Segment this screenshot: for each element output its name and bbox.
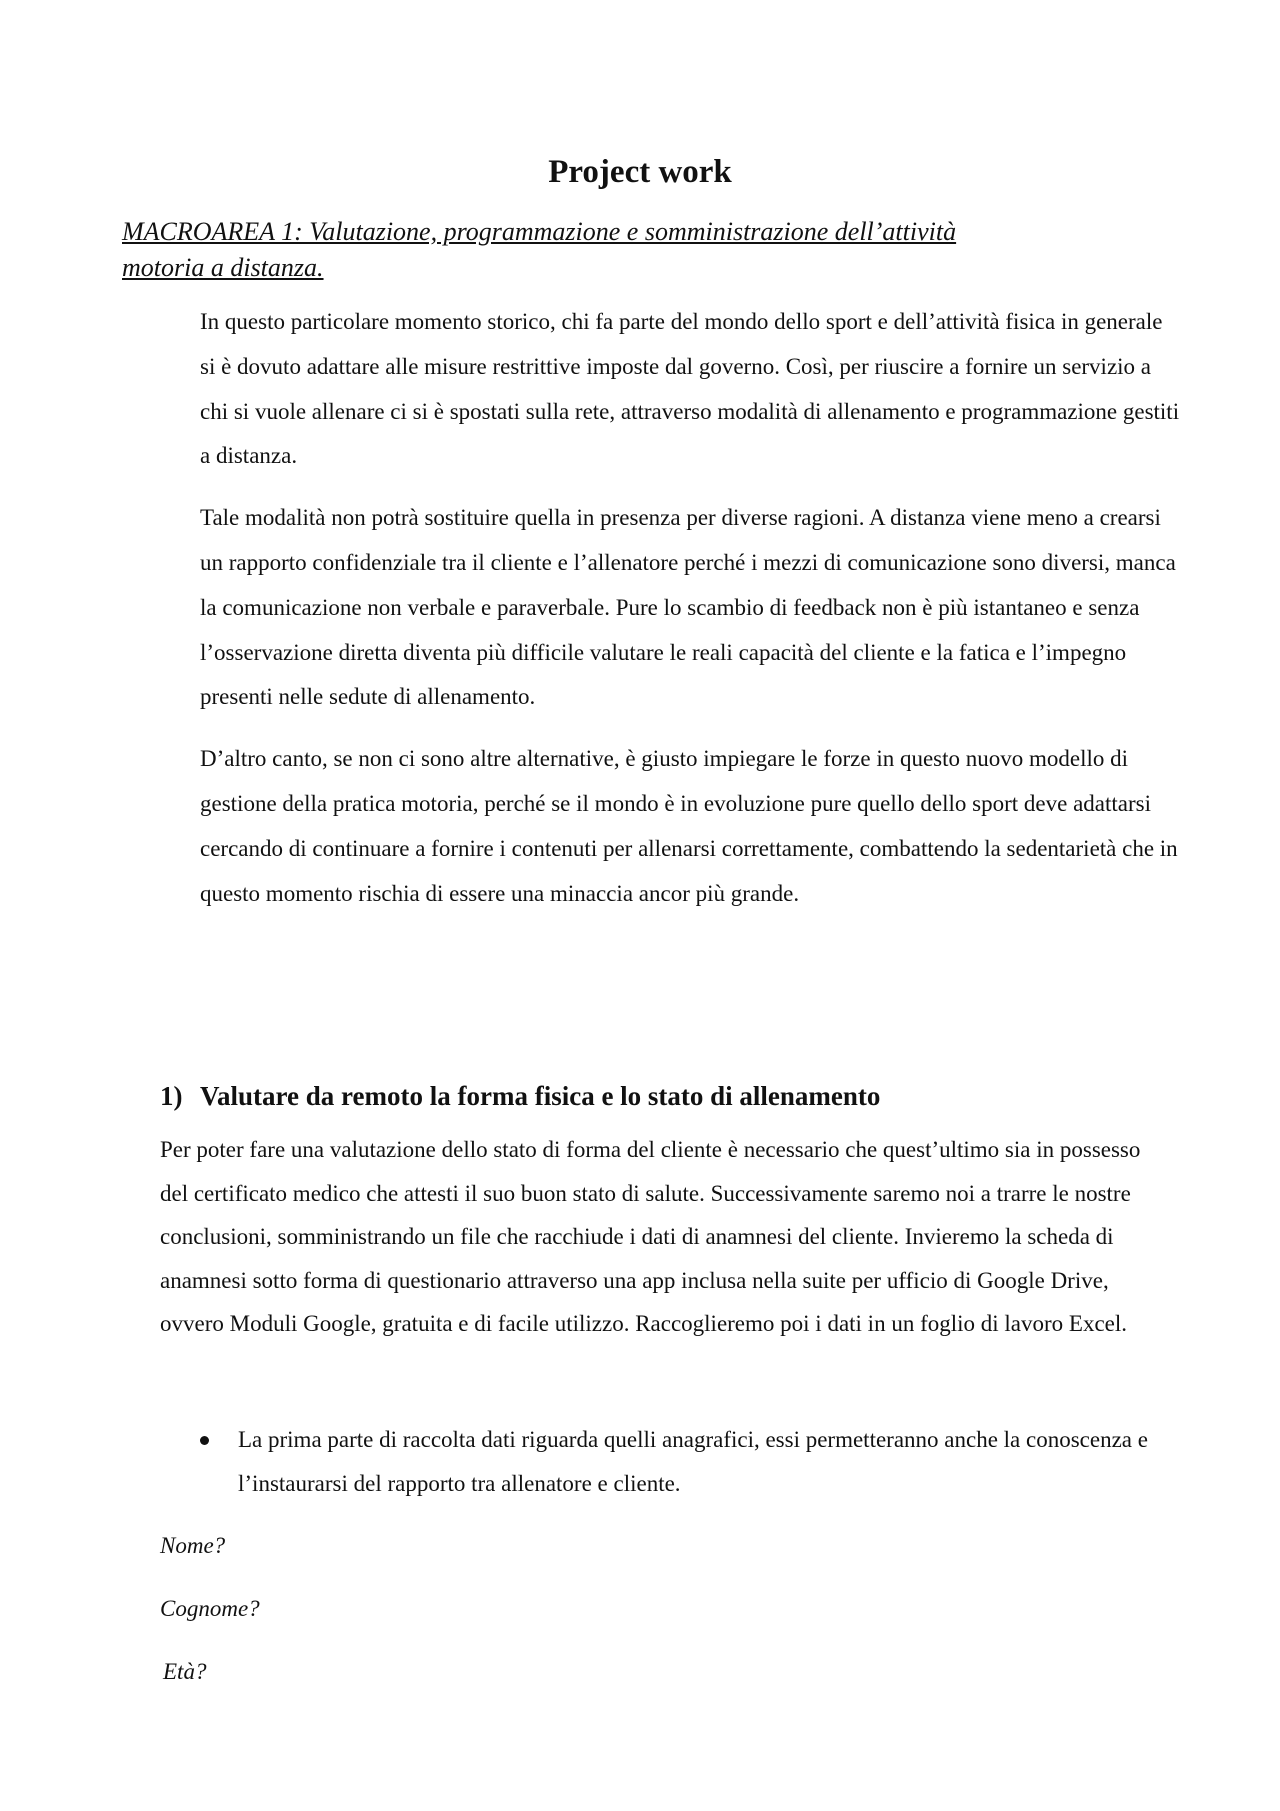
- section-1-number: 1): [160, 1081, 183, 1111]
- list-item: [160, 1418, 1160, 1506]
- section-1-title: Valutare da remoto la forma fisica e lo stato di allenamento: [200, 1081, 881, 1111]
- section-1-heading: [160, 1078, 880, 1114]
- question-nome: Nome?: [160, 1533, 226, 1558]
- intro-paragraph-3: D’altro canto, se non ci sono altre alternative, è giusto impiegare le forze in questo nuovo modello di gestione della pratica motoria, perché se il mondo è in evoluzione pure quello dello sport deve adattarsi cercando di continuare a fornire i contenuti per allenarsi correttamente, combattendo la sedentarietà che in questo momento rischia di essere una minaccia ancor più grande.: [200, 746, 1178, 906]
- macroarea-heading-line2: motoria a distanza.: [122, 253, 324, 282]
- bullet-icon: [200, 1436, 209, 1445]
- intro-paragraph-1: In questo particolare momento storico, chi fa parte del mondo dello sport e dell’attività fisica in generale si è dovuto adattare alle misure restrittive imposte dal governo. Così, per riuscire a fornire un servizio a chi si vuole allenare ci si è spostati sulla rete, attraverso modalità di allenamento e programmazione gestiti a distanza.: [200, 309, 1180, 469]
- section-1-body: Per poter fare una valutazione dello stato di forma del cliente è necessario che quest’ultimo sia in possesso del certificato medico che attesti il suo buon stato di salute. Successivamente saremo noi a trarre le nostre conclusioni, somministrando un file che racchiude i dati di anamnesi del cliente. Invieremo la scheda di anamnesi sotto forma di questionario attraverso una app inclusa nella suite per ufficio di Google Drive, ovvero Moduli Google, gratuita e di facile utilizzo. Raccoglieremo poi i dati in un foglio di lavoro Excel.: [160, 1137, 1141, 1337]
- list-item-text: La prima parte di raccolta dati riguarda quelli anagrafici, essi permetteranno anche la conoscenza e l’instaurarsi del rapporto tra allenatore e cliente.: [238, 1427, 1148, 1496]
- macroarea-heading: [122, 214, 1122, 286]
- macroarea-heading-line1: MACROAREA 1: Valutazione, programmazione e somministrazione dell’attività: [122, 217, 957, 246]
- question-eta: Età?: [163, 1659, 207, 1684]
- page-title: Project work: [548, 154, 732, 190]
- intro-paragraph-2: Tale modalità non potrà sostituire quella in presenza per diverse ragioni. A distanza viene meno a crearsi un rapporto confidenziale tra il cliente e l’allenatore perché i mezzi di comunicazione sono diversi, manca la comunicazione non verbale e paraverbale. Pure lo scambio di feedback non è più istantaneo e senza l’osservazione diretta diventa più difficile valutare le reali capacità del cliente e la fatica e l’impegno presenti nelle sedute di allenamento.: [200, 505, 1176, 710]
- bullet-list: [160, 1418, 1160, 1506]
- intro-section: [200, 300, 1180, 933]
- question-cognome: Cognome?: [160, 1596, 260, 1621]
